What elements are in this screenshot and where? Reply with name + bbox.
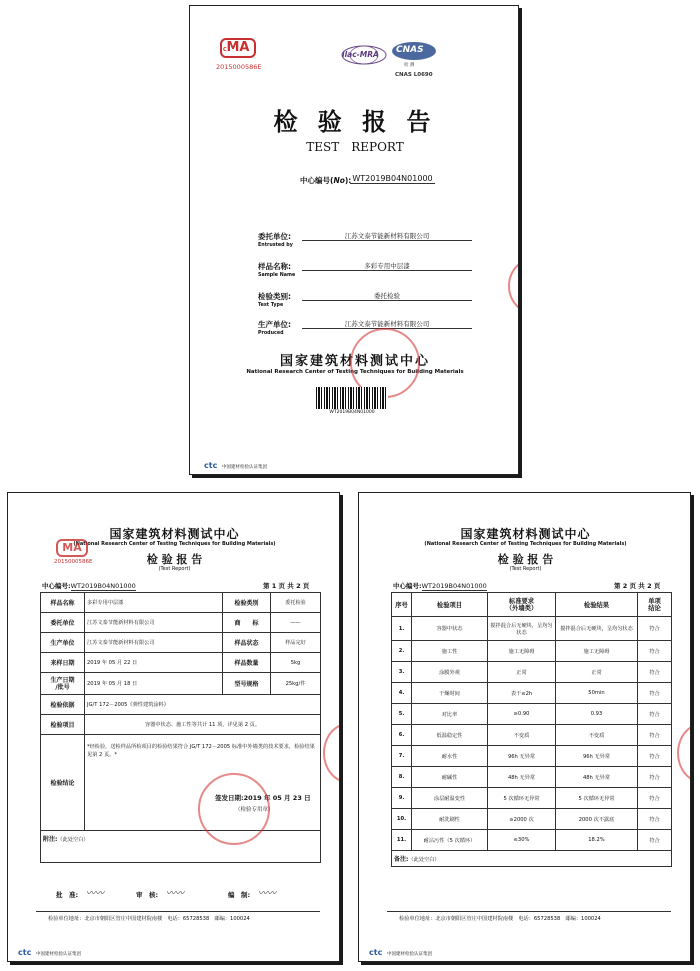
table-row: 附注:（此处空白） bbox=[41, 831, 321, 863]
field-produced-value: 江苏文泰节能新材料有限公司 bbox=[344, 320, 430, 328]
page1-org-en: (National Research Center of Testing Techniques for Building Materials) bbox=[73, 541, 276, 547]
field-type-value: 委托检验 bbox=[374, 292, 400, 300]
page1-page-no: 第 1 页 共 2 页 bbox=[263, 582, 310, 590]
table-row: 5. 对比率 ≥0.90 0.93 符合 bbox=[392, 704, 672, 725]
page2-page-no: 第 2 页 共 2 页 bbox=[614, 582, 661, 590]
barcode-text: WT2019B04N01000 bbox=[329, 410, 375, 415]
table-row: 6. 低温稳定性 不变质 不变质 符合 bbox=[392, 725, 672, 746]
report-page-1: 国家建筑材料测试中心 (National Research Center of Testing Techniques for Building Materials) 检 验 报 告 (Test Report) MA 2015000586E 中心编号:WT2019B04N01000 第 1 页 共 2 页 样品名称 多彩专用中层漆 检验类别 委托检验 委托单位 江苏文泰节能新材料有限公司 商 标 —— 生产单位 江苏文泰节能新材料有限公司 样品状态 样品完好 来样日期 2019 年 05 月 22 日 样品数量 5kg 生产日期 /批号 2019 年 05 月 18 日 型号规格 25kg/件 检验依据 JG/T 172－2005《弹性建筑涂料》 检验项目 容器中状态、施工性等共计 11 项，详见第 2 页。 检验结论 *经检验，送检样品所检项目的检验结果符合 JG/T 172－2005 标准中外墙类的技术要求，检验结果见第 2 页。* 签发日期:2019 年 05 月 23 日 （检验专用章） 附注:（此处空白） 批 准: 〰〰 审 核: 〰〰 编 制: 〰〰 检验单位地址：北京市朝阳区管庄中国建材院南楼 电话：65728538 邮编：100024 ctc 中国建材检验认证集团 bbox=[7, 492, 340, 962]
cma-mark-icon: C MA bbox=[220, 38, 256, 58]
table-row: 委托单位 江苏文泰节能新材料有限公司 商 标 —— bbox=[41, 613, 321, 633]
table-row: 8. 耐碱性 48h 无异常 48h 无异常 符合 bbox=[392, 767, 672, 788]
table-row: 检验依据 JG/T 172－2005《弹性建筑涂料》 bbox=[41, 695, 321, 715]
page1-title: 检 验 报 告 bbox=[146, 553, 203, 566]
table-row: 检验项目 容器中状态、施工性等共计 11 项，详见第 2 页。 bbox=[41, 715, 321, 735]
page1-info-table bbox=[40, 592, 321, 863]
page1-unit-address: 检验单位地址：北京市朝阳区管庄中国建材院南楼 电话：65728538 邮编：100024 bbox=[48, 916, 250, 922]
seam-stamp-icon bbox=[508, 256, 519, 316]
table-row: 备注:（此处空白） bbox=[392, 851, 672, 867]
page2-unit-address: 检验单位地址：北京市朝阳区管庄中国建材院南楼 电话：65728538 邮编：100024 bbox=[399, 916, 601, 922]
table-row: 生产日期 /批号 2019 年 05 月 18 日 型号规格 25kg/件 bbox=[41, 673, 321, 695]
table-header-row: 序号 检验项目 标准要求 （外墙类） 检验结果 单项 结论 bbox=[392, 593, 672, 617]
table-row: 样品名称 多彩专用中层漆 检验类别 委托检验 bbox=[41, 593, 321, 613]
field-sample-value: 多彩专用中层漆 bbox=[364, 262, 410, 270]
table-row: 10. 耐洗刷性 ≥2000 次 2000 次不露底 符合 bbox=[392, 809, 672, 830]
page1-official-stamp-icon bbox=[198, 773, 270, 845]
page1-center-no: 中心编号:WT2019B04N01000 bbox=[42, 582, 136, 590]
page1-ctc-logo: ctc bbox=[18, 948, 32, 957]
cover-org-en: National Research Center of Testing Techniques for Building Materials bbox=[246, 369, 464, 375]
page1-title-en: (Test Report) bbox=[158, 566, 191, 572]
table-row: 2. 施工性 施工无障碍 施工无障碍 符合 bbox=[392, 641, 672, 662]
cover-page: C MA 2015000586E ilac-MRA CNAS 检 测 CNAS L0690 检 验 报 告 TEST REPORT 中心编号(No): WT2019B04N01000 委托单位: Entrusted by 江苏文泰节能新材料有限公司 样品名称: Sample Name 多彩专用中层漆 检验类别: Test Type 委托检验 生产单位: Produced 江苏文泰节能新材料有限公司 国家建筑材料测试中心 National Research Center of Testing Techniques for Building Materials WT2019B04N01000 ctc 中国建材检验认证集团 bbox=[189, 5, 519, 475]
ctc-logo: ctc bbox=[204, 461, 218, 470]
page2-org-en: (National Research Center of Testing Techniques for Building Materials) bbox=[424, 541, 627, 547]
center-no: WT2019B04N01000 bbox=[350, 174, 435, 184]
center-no-label: 中心编号(No): bbox=[300, 176, 352, 185]
cma-code: 2015000586E bbox=[216, 63, 262, 71]
edit-signature-icon: 〰〰 bbox=[258, 889, 277, 899]
page1-seam-stamp-icon bbox=[323, 723, 340, 783]
field-produced-label: 生产单位: bbox=[258, 320, 291, 329]
page1-org-cn: 国家建筑材料测试中心 bbox=[109, 527, 240, 541]
page2-org-cn: 国家建筑材料测试中心 bbox=[460, 527, 591, 541]
page1-cma-mark-icon: MA bbox=[56, 539, 88, 557]
page2-title-en: (Test Report) bbox=[509, 566, 542, 572]
field-entrusted-value: 江苏文泰节能新材料有限公司 bbox=[344, 232, 430, 240]
approve-signature-icon: 〰〰 bbox=[86, 889, 105, 899]
page2-seam-stamp-icon bbox=[677, 723, 691, 783]
cover-org-cn: 国家建筑材料测试中心 bbox=[279, 354, 430, 369]
page2-ctc-logo: ctc bbox=[369, 948, 383, 957]
table-row: 7. 耐水性 96h 无异常 96h 无异常 符合 bbox=[392, 746, 672, 767]
page2-results-table bbox=[391, 592, 672, 867]
table-row: 生产单位 江苏文泰节能新材料有限公司 样品状态 样品完好 bbox=[41, 633, 321, 653]
table-row: 4. 干燥时间 表干≤2h 50min 符合 bbox=[392, 683, 672, 704]
table-row: 3. 涂膜外观 正常 正常 符合 bbox=[392, 662, 672, 683]
table-row: 9. 涂层耐温变性 5 次循环无异常 5 次循环无异常 符合 bbox=[392, 788, 672, 809]
conclusion-text: *经检验，送检样品所检项目的检验结果符合 JG/T 172－2005 标准中外墙类的技术要求，检验结果见第 2 页。* bbox=[87, 744, 315, 758]
report-page-2: 国家建筑材料测试中心 (National Research Center of Testing Techniques for Building Materials) 检 验 报 告 (Test Report) 中心编号:WT2019B04N01000 第 2 页 共 2 页 序号 检验项目 标准要求 （外墙类） 检验结果 单项 结论 1. 容器中状态 搅拌混合后无硬块，呈均匀状态 搅拌混合后无硬块，呈均匀状态 符合 2. 施工性 施工无障碍 施工无障碍 符合 3. 涂膜外观 正常 正常 符合 4. 干燥时间 表干≤2h 50min 符合 5. 对比率 ≥0.90 0.93 符合 6. 低温稳定性 不变质 不变质 符合 7. 耐水性 96h 无异常 96h 无异常 符合 8. 耐碱性 48h 无异常 48h 无异常 符合 9. 涂层耐温变性 5 次循环无异常 5 次循环无异常 符合 10. 耐洗刷性 ≥2000 次 2000 次不露底 符合 11. 耐沾污性（5 次循环） ≤30% 18.2% 符合 备注:（此处空白） 检验单位地址：北京市朝阳区管庄中国建材院南楼 电话：65728538 邮编：100024 ctc 中国建材检验认证集团 bbox=[358, 492, 691, 962]
page2-title: 检 验 报 告 bbox=[497, 553, 554, 566]
field-entrusted-label: 委托单位: bbox=[258, 232, 291, 241]
cover-title-en: TEST REPORT bbox=[306, 140, 404, 154]
edit-label: 编 制: bbox=[228, 891, 251, 899]
table-row: 检验结论 *经检验，送检样品所检项目的检验结果符合 JG/T 172－2005 标准中外墙类的技术要求，检验结果见第 2 页。* 签发日期:2019 年 05 月 23 日 （检验专用章） bbox=[41, 735, 321, 831]
barcode-icon bbox=[316, 387, 388, 409]
approve-label: 批 准: bbox=[56, 891, 79, 899]
page2-center-no: 中心编号:WT2019B04N01000 bbox=[393, 582, 487, 590]
review-label: 审 核: bbox=[136, 891, 159, 899]
cover-title: 检 验 报 告 bbox=[273, 107, 437, 136]
cnas-code: CNAS L0690 bbox=[395, 72, 433, 78]
ilac-mra-logo: ilac-MRA bbox=[340, 44, 388, 66]
sign-date: 签发日期:2019 年 05 月 23 日 bbox=[215, 794, 311, 802]
review-signature-icon: 〰〰 bbox=[166, 889, 185, 899]
table-row: 来样日期 2019 年 05 月 22 日 样品数量 5kg bbox=[41, 653, 321, 673]
table-row: 11. 耐沾污性（5 次循环） ≤30% 18.2% 符合 bbox=[392, 830, 672, 851]
table-row: 1. 容器中状态 搅拌混合后无硬块，呈均匀状态 搅拌混合后无硬块，呈均匀状态 符合 bbox=[392, 617, 672, 641]
field-sample-label: 样品名称: bbox=[258, 262, 291, 271]
field-type-label: 检验类别: bbox=[258, 292, 291, 301]
cnas-logo: CNAS 检 测 bbox=[390, 40, 438, 70]
